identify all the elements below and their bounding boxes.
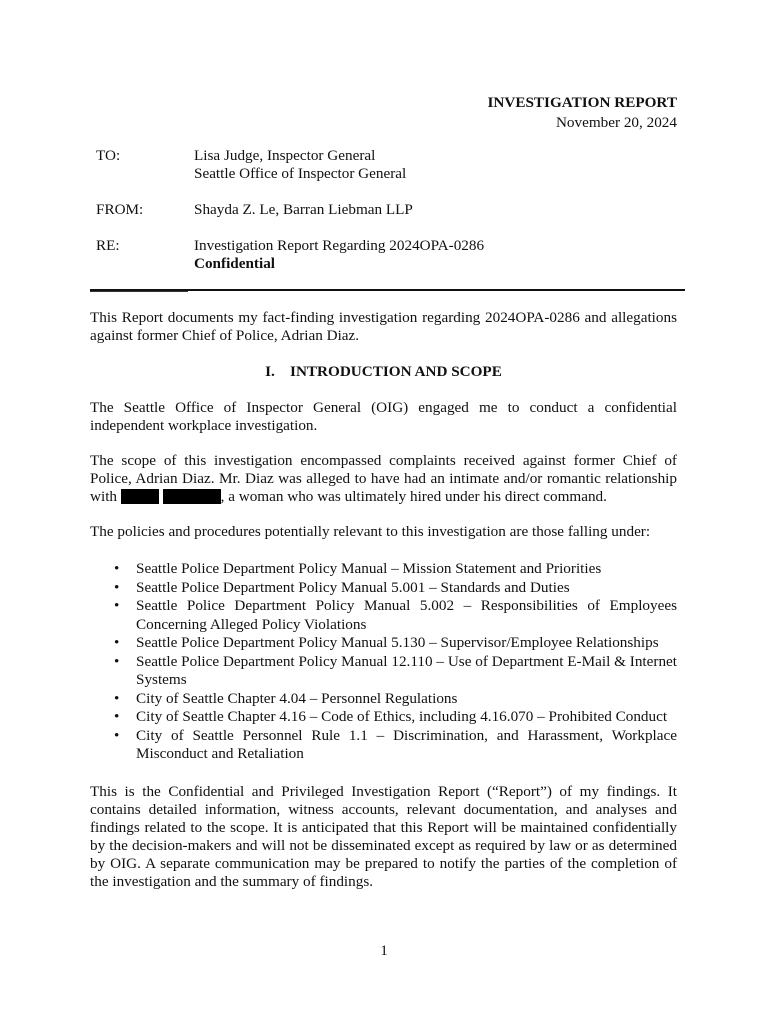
closing-paragraph: This is the Confidential and Privileged Investigation Report (“Report”) of my findings. It contains detailed information, witness accounts, relevant documentation, and analyses and findings related to the scope. It is anticipated that this Report will be maintained confidentially by the decision-makers and will not be disseminated except as required by law or as determined by OIG. A separate communication may be prepared to notify the parties of the completion of the investigation and the summary of findings. xyxy=(90,783,677,890)
list-item xyxy=(90,579,677,598)
list-item-text: Seattle Police Department Policy Manual 5.130 – Supervisor/Employee Relationships xyxy=(136,634,659,651)
list-item xyxy=(90,597,677,634)
section-heading: I. INTRODUCTION AND SCOPE xyxy=(265,363,502,380)
scope-text-part-2: , a woman who was ultimately hired under his direct command. xyxy=(220,488,607,505)
engagement-paragraph: The Seattle Office of Inspector General (OIG) engaged me to conduct a confidential independent workplace investigation. xyxy=(90,399,677,434)
memo-from-label: FROM: xyxy=(96,201,144,218)
redaction-block xyxy=(163,489,221,504)
intro-paragraph: This Report documents my fact-finding investigation regarding 2024OPA-0286 and allegations against former Chief of Police, Adrian Diaz. xyxy=(90,309,677,344)
list-item xyxy=(90,727,677,764)
list-item xyxy=(90,690,677,709)
list-item xyxy=(90,634,677,653)
list-item xyxy=(90,653,677,690)
policies-intro: The policies and procedures potentially relevant to this investigation are those falling under: xyxy=(90,523,651,540)
bullet-icon: • xyxy=(114,726,120,744)
list-item-text: City of Seattle Personnel Rule 1.1 – Discrimination, and Harassment, Workplace Misconduct and Retaliation xyxy=(136,726,677,762)
scope-text-part-1: The scope of this investigation encompassed complaints received against former Chief of Police, Adrian Diaz. Mr. Diaz was alleged to have had an intimate and/or romantic relationship with xyxy=(90,452,677,505)
memo-to-label: TO: xyxy=(96,147,121,164)
memo-re-value xyxy=(194,237,484,273)
memo-to-line-1: Lisa Judge, Inspector General xyxy=(194,147,376,164)
bullet-icon: • xyxy=(114,708,120,725)
bullet-icon: • xyxy=(114,578,120,596)
bullet-icon: • xyxy=(114,689,120,707)
header-divider-accent xyxy=(90,291,188,292)
memo-from-value: Shayda Z. Le, Barran Liebman LLP xyxy=(194,201,413,218)
scope-paragraph xyxy=(90,452,677,506)
policy-list xyxy=(90,560,677,764)
list-item-text: City of Seattle Chapter 4.04 – Personnel Regulations xyxy=(136,689,458,707)
list-item-text: Seattle Police Department Policy Manual – Mission Statement and Priorities xyxy=(136,560,602,577)
bullet-icon: • xyxy=(114,652,120,670)
list-item-text: Seattle Police Department Policy Manual 5.001 – Standards and Duties xyxy=(136,578,570,596)
list-item xyxy=(90,708,677,727)
bullet-icon: • xyxy=(114,597,120,614)
bullet-icon: • xyxy=(114,560,120,577)
bullet-icon: • xyxy=(114,634,120,651)
list-item-text: City of Seattle Chapter 4.16 – Code of Ethics, including 4.16.070 – Prohibited Conduct xyxy=(136,708,668,725)
memo-re-label: RE: xyxy=(96,237,120,254)
report-header xyxy=(488,93,678,133)
page-number: 1 xyxy=(380,942,388,959)
report-date: November 20, 2024 xyxy=(555,114,677,131)
memo-re-confidential: Confidential xyxy=(194,255,276,272)
memo-to-line-2: Seattle Office of Inspector General xyxy=(194,165,407,182)
redaction-block xyxy=(121,489,159,504)
list-item xyxy=(90,560,677,579)
memo-to-value xyxy=(194,147,406,183)
report-title: INVESTIGATION REPORT xyxy=(487,94,677,111)
list-item-text: Seattle Police Department Policy Manual 12.110 – Use of Department E-Mail & Internet Systems xyxy=(136,652,677,688)
memo-re-line-1: Investigation Report Regarding 2024OPA-0286 xyxy=(194,237,485,254)
list-item-text: Seattle Police Department Policy Manual 5.002 – Responsibilities of Employees Concerning Alleged Policy Violations xyxy=(136,597,677,633)
